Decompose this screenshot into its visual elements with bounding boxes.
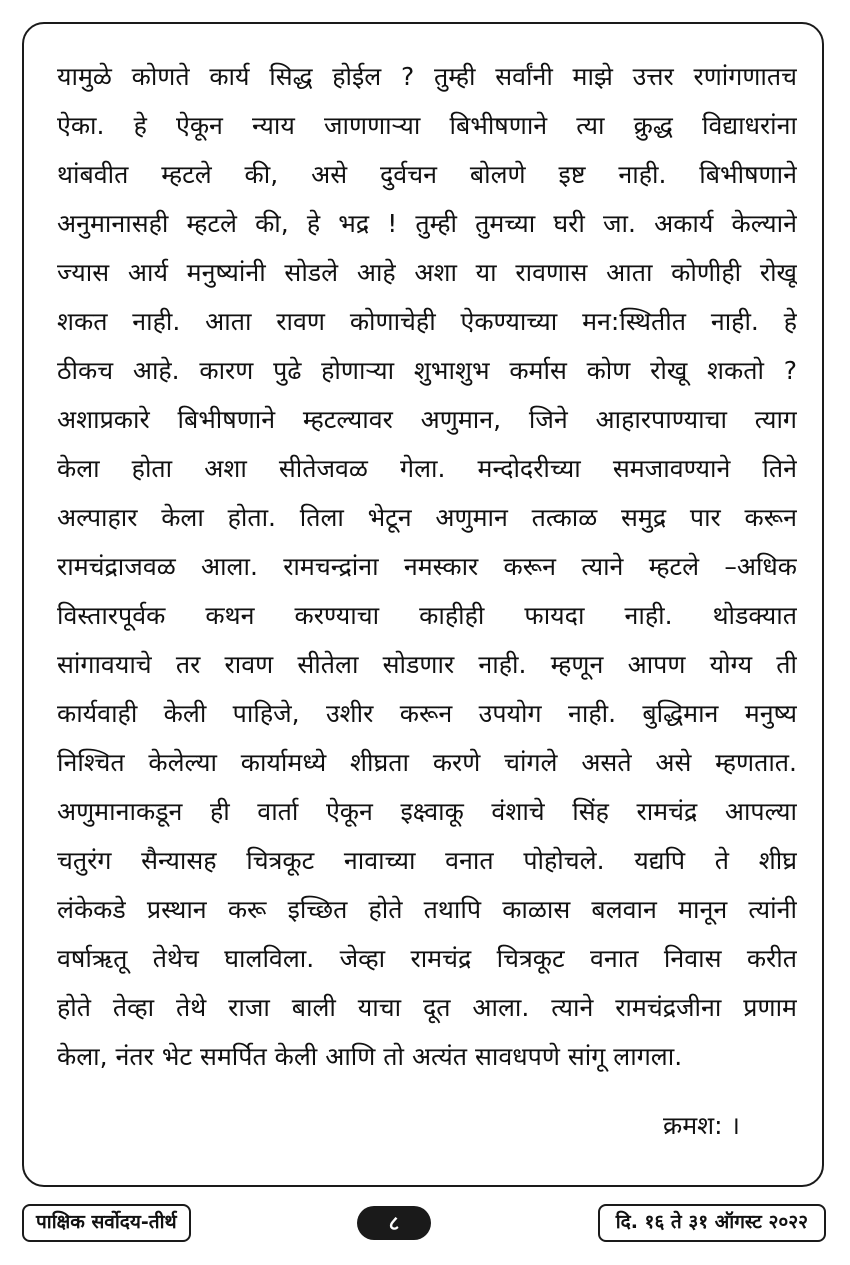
continued-marker: क्रमश: । <box>663 1111 740 1140</box>
text-line: केला होता अशा सीतेजवळ गेला. मन्दोदरीच्या समजावण्याने तिने <box>57 454 797 483</box>
text-line: ऐका. हे ऐकून न्याय जाणणाऱ्या बिभीषणाने त्या क्रुद्ध विद्याधरांना <box>57 111 797 140</box>
text-line: चतुरंग सैन्यासह चित्रकूट नावाच्या वनात पोहोचले. यद्यपि ते शीघ्र <box>57 846 797 875</box>
issue-date: दि. १६ ते ३१ ऑगस्ट २०२२ <box>598 1204 826 1242</box>
text-line: रामचंद्राजवळ आला. रामचन्द्रांना नमस्कार करून त्याने म्हटले –अधिक <box>57 552 797 581</box>
text-line: केला, नंतर भेट समर्पित केली आणि तो अत्यंत सावधपणे सांगू लागला. <box>57 1042 683 1071</box>
text-line: कार्यवाही केली पाहिजे, उशीर करून उपयोग नाही. बुद्धिमान मनुष्य <box>57 699 797 728</box>
text-line: लंकेकडे प्रस्थान करू इच्छित होते तथापि काळास बलवान मानून त्यांनी <box>57 895 797 924</box>
text-line: शकत नाही. आता रावण कोणाचेही ऐकण्याच्या मन:स्थितीत नाही. हे <box>57 307 797 336</box>
text-line: निश्चित केलेल्या कार्यामध्ये शीघ्रता करणे चांगले असते असे म्हणतात. <box>57 748 797 777</box>
page-number: ८ <box>357 1206 431 1240</box>
text-line: विस्तारपूर्वक कथन करण्याचा काहीही फायदा नाही. थोडक्यात <box>57 601 797 630</box>
publication-name: पाक्षिक सर्वोदय-तीर्थ <box>22 1204 191 1242</box>
text-line: अनुमानासही म्हटले की, हे भद्र ! तुम्ही तुमच्या घरी जा. अकार्य केल्याने <box>57 209 797 238</box>
text-line: ठीकच आहे. कारण पुढे होणाऱ्या शुभाशुभ कर्मास कोण रोखू शकतो ? <box>57 356 797 385</box>
text-line: होते तेव्हा तेथे राजा बाली याचा दूत आला. त्याने रामचंद्रजीना प्रणाम <box>57 993 797 1022</box>
text-line: अशाप्रकारे बिभीषणाने म्हटल्यावर अणुमान, जिने आहारपाण्याचा त्याग <box>57 405 797 434</box>
text-line: वर्षाऋतू तेथेच घालविला. जेव्हा रामचंद्र चित्रकूट वनात निवास करीत <box>57 944 797 973</box>
text-line: ज्यास आर्य मनुष्यांनी सोडले आहे अशा या रावणास आता कोणीही रोखू <box>57 258 797 287</box>
text-line: यामुळे कोणते कार्य सिद्ध होईल ? तुम्ही सर्वांनी माझे उत्तर रणांगणातच <box>57 62 797 91</box>
text-line: अल्पाहार केला होता. तिला भेटून अणुमान तत्काळ समुद्र पार करून <box>57 503 797 532</box>
article-body <box>57 52 797 1081</box>
text-line: सांगावयाचे तर रावण सीतेला सोडणार नाही. म्हणून आपण योग्य ती <box>57 650 797 679</box>
text-line: थांबवीत म्हटले की, असे दुर्वचन बोलणे इष्ट नाही. बिभीषणाने <box>57 160 797 189</box>
text-line: अणुमानाकडून ही वार्ता ऐकून इक्ष्वाकू वंशाचे सिंह रामचंद्र आपल्या <box>57 797 797 826</box>
